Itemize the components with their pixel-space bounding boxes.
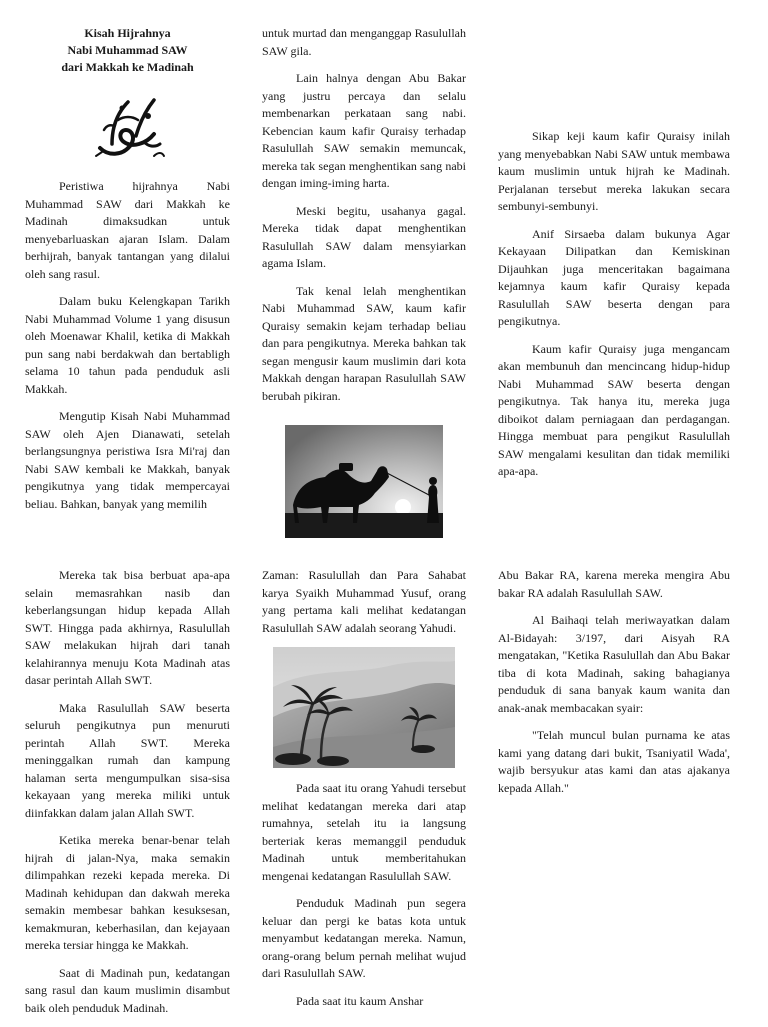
paragraph: Anif Sirsaeba dalam bukunya Agar Kekayaan Dilipatkan dan Kemiskinan Dijauhkan juga menceritakan bagaimana kejamnya kaum kafir Quraisy kepada Rasulullah SAW beserta dengan para pengikutnya. <box>498 226 730 328</box>
desert-palm-photo <box>273 647 455 768</box>
paragraph: untuk murtad dan menganggap Rasulullah SAW gila. <box>262 26 466 58</box>
column-bottom-right <box>498 567 730 807</box>
paragraph: Lain halnya dengan Abu Bakar yang justru percaya dan selalu membenarkan perkataan sang nabi. Kebencian kaum kafir Quraisy terhadap Rasulullah SAW semakin memuncak, mereka tak segan menghentikan sang nabi dengan iming-iming harta. <box>262 71 466 190</box>
column-bottom-left <box>25 567 230 1027</box>
paragraph: Zaman: Rasulullah dan Para Sahabat karya Syaikh Muhammad Yusuf, orang yang pertama kali melihat kedatangan Rasulullah SAW adalah seorang Yahudi. <box>262 568 466 635</box>
paragraph: Penduduk Madinah pun segera keluar dan pergi ke batas kota untuk menyambut kedatangan mereka. Namun, orang-orang belum pernah melihat wujud dari Rasulullah SAW. <box>262 896 466 980</box>
paragraph: Pada saat itu orang Yahudi tersebut melihat kedatangan mereka dari atap rumahnya, setelah itu ia langsung berteriak keras memanggil penduduk Madinah untuk memberitahukan mengenai kedatangan Rasulullah SAW. <box>262 781 466 883</box>
paragraph: Mengutip Kisah Nabi Muhammad SAW oleh Ajen Dianawati, setelah berlangsungnya peristiwa Isra Mi'raj dan Nabi SAW kembali ke Makkah, banyak pengikutnya yang tidak mempercayai beliau. Bahkan, banyak yang memilih <box>25 409 230 511</box>
paragraph: Sikap keji kaum kafir Quraisy inilah yang menyebabkan Nabi SAW untuk membawa kaum muslimin untuk hijrah ke Madinah. Perjalanan tersebut mereka lakukan secara sembunyi-sembunyi. <box>498 129 730 213</box>
column-top-right <box>498 128 730 491</box>
paragraph: "Telah muncul bulan purnama ke atas kami yang datang dari bukit, Tsaniyatil Wada', wajib bersyukur atas kami dan atas ajakanya kepada Allah." <box>498 728 730 795</box>
camel-silhouette-photo <box>285 425 443 538</box>
paragraph: Al Baihaqi telah meriwayatkan dalam Al-Bidayah: 3/197, dari Aisyah RA mengatakan, "Ketika Rasulullah dan Abu Bakar tiba di kota Madinah, saking bahagianya penduduk di sana banyak kaum wanita dan anak-anak membacakan syair: <box>498 613 730 715</box>
paragraph: Meski begitu, usahanya gagal. Mereka tidak dapat menghentikan Rasulullah SAW dalam mensyiarkan agama Islam. <box>262 203 466 270</box>
paragraph: Abu Bakar RA, karena mereka mengira Abu bakar RA adalah Rasulullah SAW. <box>498 568 730 600</box>
calligraphy-icon <box>88 86 168 166</box>
paragraph: Saat di Madinah pun, kedatangan sang rasul dan kaum muslimin disambut baik oleh penduduk Madinah. <box>25 965 230 1015</box>
paragraph: Tak kenal lelah menghentikan Nabi Muhammad SAW, kaum kafir Quraisy semakin kejam terhadap beliau dan para pengikutnya. Mereka bahkan tak segan mengusir kaum muslimin dari kota Makkah dengan harapan Rasulullah SAW berubah pikiran. <box>262 283 466 403</box>
article-title: Kisah Hijrahnya Nabi Muhammad SAW dari Makkah ke Madinah <box>61 26 194 74</box>
paragraph: Mereka tak bisa berbuat apa-apa selain memasrahkan nasib dan keberlangsungan hidup kepada Allah SWT. Hingga pada akhirnya, Rasulullah SAW melakukan hijrah dari tanah kelahirannya menuju Kota Madinah atas dasar perintah Allah SWT. <box>25 568 230 687</box>
paragraph: Ketika mereka benar-benar telah hijrah di jalan-Nya, maka semakin dilimpahkan rezeki kepada mereka. Di Madinah kehidupan dan dakwah mereka semakin membesar bahkan kesuksesan, kemakmuran, keberhasilan, dan kejayaan mereka tersiar hingga ke Makkah. <box>25 833 230 952</box>
column-bottom-middle <box>262 567 466 1020</box>
paragraph: Pada saat itu kaum Anshar <box>296 993 424 1008</box>
paragraph: Kaum kafir Quraisy juga mengancam akan membunuh dan mencincang hidup-hidup Nabi Muhammad SAW beserta dengan pengikutnya. Tak hanya itu, mereka juga diboikot dalam perniagaan dan perdagangan. Hingga membuat para pengikut Rasulullah SAW mengalami kesulitan dan tidak memiliki apa-apa. <box>498 341 730 478</box>
paragraph: Maka Rasulullah SAW beserta seluruh pengikutnya pun menuruti perintah Allah SWT. Mereka meninggalkan rumah dan kampung halaman serta mengumpulkan sisa-sisa kekayaan yang mereka miliki untuk diinfakkan dalam jalan Allah SWT. <box>25 700 230 820</box>
paragraph: Dalam buku Kelengkapan Tarikh Nabi Muhammad Volume 1 yang disusun oleh Moenawar Khalil, ketika di Makkah pun sang nabi berdakwah dan bertabligh selama 10 tahun pada penduduk asli Makkah. <box>25 294 230 396</box>
column-top-middle <box>262 25 466 538</box>
paragraph: Peristiwa hijrahnya Nabi Muhammad SAW dari Makkah ke Madinah dimaksudkan untuk menyebarluaskan ajaran Islam. Dalam berhijrah, banyak tantangan yang dilalui oleh sang rasul. <box>25 179 230 281</box>
column-top-left <box>25 25 230 523</box>
